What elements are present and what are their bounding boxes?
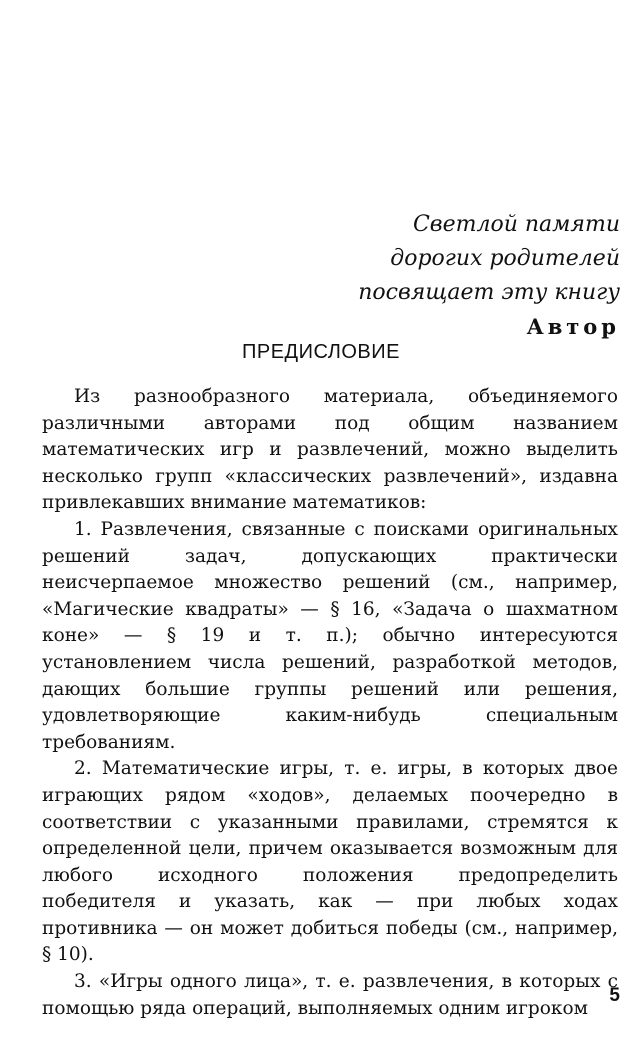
dedication-line-1: Светлой памяти xyxy=(412,212,620,237)
dedication-author: Автор xyxy=(526,314,620,339)
paragraph-item-2: 2. Математические игры, т. е. игры, в которых двое играющих рядом «ходов», делаемых поочередно в соответствии с указанными правилами, стремятся к определенной цели, причем оказывается возможным для любого исходного положения предопределить победителя и указать, как — при любых ходах противника — он может добиться победы (см., например, § 10). xyxy=(42,758,618,966)
dedication-line-2: дорогих родителей xyxy=(390,246,620,271)
preface-text xyxy=(42,384,618,1022)
page-title: ПРЕДИСЛОВИЕ xyxy=(242,341,400,363)
paragraph-item-3: 3. «Игры одного лица», т. е. развлечения, в которых с помощью ряда операций, выполняемых одним игроком xyxy=(42,971,618,1019)
dedication xyxy=(358,208,620,344)
page-number: 5 xyxy=(609,985,620,1006)
paragraph-intro: Из разнообразного материала, объединяемого различными авторами под общим названием математических игр и развлечений, можно выделить несколько групп «классических развлечений», издавна привлекавших внимание математиков: xyxy=(42,386,618,514)
paragraph-item-1: 1. Развлечения, связанные с поисками оригинальных решений задач, допускающих практически неисчерпаемое множество решений (см., например, «Магические квадраты» — § 16, «Задача о шахматном коне» — § 19 и т. п.); обычно интересуются установлением числа решений, разработкой методов, дающих большие группы решений или решения, удовлетворяющие каким-нибудь специальным требованиям. xyxy=(42,518,618,753)
dedication-line-3: посвящает эту книгу xyxy=(358,280,620,305)
